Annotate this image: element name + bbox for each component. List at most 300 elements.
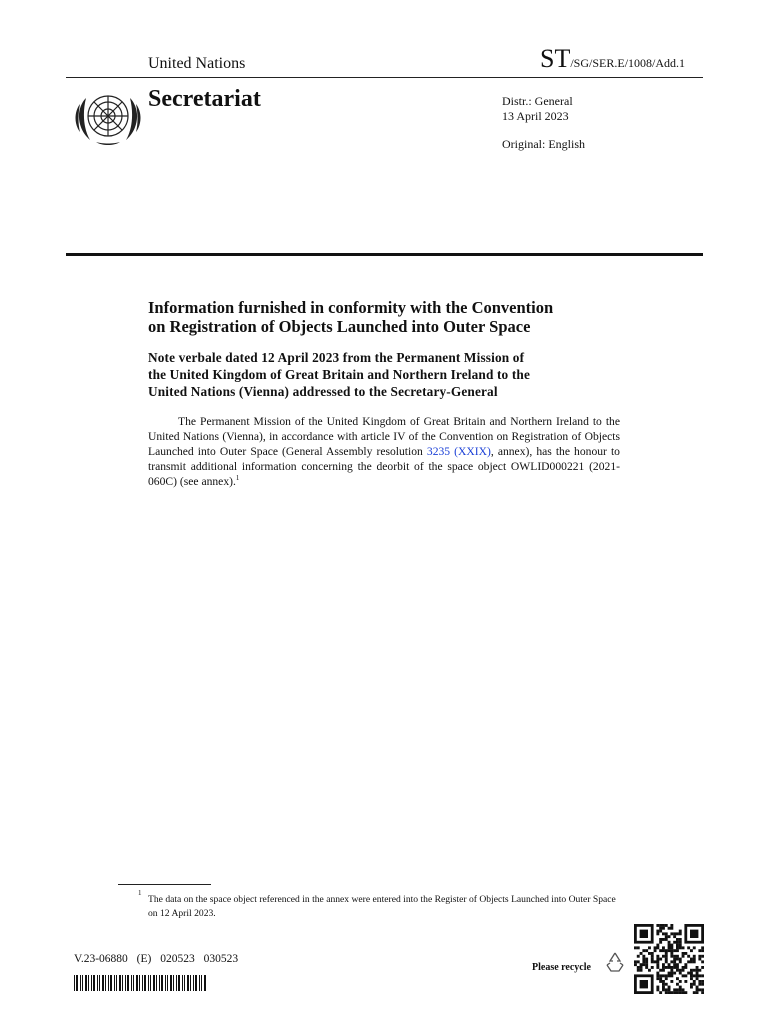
qr-module xyxy=(684,991,687,994)
qr-module xyxy=(696,974,699,977)
qr-module xyxy=(701,991,704,994)
footnote-text: The data on the space object referenced in the annex were entered into the Register of Objects Launched into Outer Space on 12 April 2023. xyxy=(148,894,616,919)
qr-module xyxy=(701,966,704,969)
body-paragraph xyxy=(148,414,620,489)
barcode-bar xyxy=(173,975,174,991)
thick-divider xyxy=(66,253,703,256)
qr-module xyxy=(673,960,676,963)
qr-module xyxy=(656,986,659,989)
qr-module xyxy=(659,974,662,977)
barcode-bar xyxy=(105,975,106,991)
barcode-bar xyxy=(144,975,146,991)
qr-module xyxy=(676,958,679,961)
qr-module xyxy=(656,930,659,933)
barcode-bar xyxy=(116,975,117,991)
barcode-bar xyxy=(165,975,166,991)
qr-module xyxy=(696,977,699,980)
qr-module xyxy=(670,946,673,949)
qr-module xyxy=(668,963,671,966)
qr-module xyxy=(687,960,690,963)
barcode-bar xyxy=(178,975,180,991)
qr-module xyxy=(668,974,671,977)
body-text-part: , annex), has the honour to transmit additional information concerning the deorbit of the space object OWLID000221 (2021-060C) (see annex). xyxy=(148,445,620,488)
title-line: on Registration of Objects Launched into Outer Space xyxy=(148,317,531,336)
qr-module xyxy=(654,960,657,963)
barcode-bar xyxy=(150,975,151,991)
qr-module xyxy=(676,966,679,969)
qr-module xyxy=(670,932,673,935)
barcode-bar xyxy=(80,975,81,991)
qr-module xyxy=(654,949,657,952)
qr-module xyxy=(679,944,682,947)
qr-module xyxy=(659,980,662,983)
qr-module xyxy=(637,966,640,969)
qr-module xyxy=(690,974,693,977)
footnote-reference[interactable]: 1 xyxy=(235,474,240,483)
qr-module xyxy=(693,980,696,983)
qr-module xyxy=(659,991,662,994)
qr-module xyxy=(701,983,704,986)
qr-module xyxy=(698,988,701,991)
qr-module xyxy=(662,949,665,952)
subtitle-line: United Nations (Vienna) addressed to the Secretary-General xyxy=(148,384,498,399)
qr-module xyxy=(665,935,668,938)
qr-module xyxy=(696,986,699,989)
qr-module xyxy=(656,946,659,949)
qr-module xyxy=(668,944,671,947)
barcode-bar xyxy=(102,975,104,991)
qr-module xyxy=(651,958,654,961)
qr-module xyxy=(687,946,690,949)
qr-module xyxy=(642,949,645,952)
barcode-bar xyxy=(201,975,202,991)
document-subtitle xyxy=(148,349,628,400)
qr-module xyxy=(679,958,682,961)
qr-module xyxy=(634,963,637,966)
qr-module xyxy=(659,941,662,944)
qr-module xyxy=(651,960,654,963)
barcode-bar xyxy=(195,975,197,991)
barcode-bar xyxy=(182,975,183,991)
qr-module xyxy=(662,927,665,930)
qr-module xyxy=(670,969,673,972)
barcode-bar xyxy=(199,975,200,991)
qr-module xyxy=(673,966,676,969)
qr-module xyxy=(640,952,643,955)
barcode-bar xyxy=(108,975,109,991)
qr-module xyxy=(684,952,687,955)
qr-module xyxy=(673,958,676,961)
original-language: Original: English xyxy=(502,137,585,151)
qr-module xyxy=(679,969,682,972)
qr-module xyxy=(693,974,696,977)
qr-module xyxy=(659,938,662,941)
qr-module xyxy=(642,960,645,963)
qr-module xyxy=(665,966,668,969)
qr-code-icon xyxy=(634,924,704,994)
qr-module xyxy=(665,960,668,963)
barcode-bar xyxy=(119,975,121,991)
qr-module xyxy=(698,969,701,972)
qr-module xyxy=(656,958,659,961)
qr-module xyxy=(670,949,673,952)
qr-module xyxy=(701,955,704,958)
qr-module xyxy=(665,955,668,958)
qr-module xyxy=(656,977,659,980)
qr-module xyxy=(656,972,659,975)
qr-module xyxy=(679,980,682,983)
qr-module xyxy=(662,924,665,927)
qr-module xyxy=(701,949,704,952)
qr-module xyxy=(645,963,648,966)
barcode-bar xyxy=(148,975,149,991)
barcode-bar xyxy=(82,975,83,991)
issue-date: 13 April 2023 xyxy=(502,109,569,123)
qr-module xyxy=(676,983,679,986)
qr-module xyxy=(673,949,676,952)
qr-module xyxy=(693,991,696,994)
qr-module xyxy=(665,938,668,941)
qr-module xyxy=(659,949,662,952)
qr-module xyxy=(665,977,668,980)
qr-module xyxy=(656,963,659,966)
qr-module xyxy=(640,966,643,969)
barcode-bar xyxy=(76,975,78,991)
qr-module xyxy=(676,988,679,991)
barcode-bar xyxy=(161,975,163,991)
qr-module xyxy=(648,952,651,955)
qr-module xyxy=(693,969,696,972)
qr-module xyxy=(679,972,682,975)
qr-module xyxy=(693,983,696,986)
qr-module xyxy=(665,974,668,977)
qr-module xyxy=(668,949,671,952)
un-emblem-icon xyxy=(70,86,146,150)
document-title xyxy=(148,298,618,336)
qr-module xyxy=(670,955,673,958)
qr-module xyxy=(665,988,668,991)
footnote-rule xyxy=(118,884,211,885)
qr-module xyxy=(651,966,654,969)
qr-module xyxy=(673,941,676,944)
qr-module xyxy=(693,946,696,949)
qr-module xyxy=(662,946,665,949)
header-rule xyxy=(66,77,703,78)
qr-module xyxy=(693,958,696,961)
barcode-bar xyxy=(88,975,89,991)
qr-module xyxy=(662,969,665,972)
qr-module xyxy=(676,932,679,935)
qr-module xyxy=(698,958,701,961)
qr-module xyxy=(682,991,685,994)
qr-module xyxy=(679,991,682,994)
qr-module xyxy=(668,941,671,944)
qr-module xyxy=(676,977,679,980)
qr-module xyxy=(662,963,665,966)
barcode-bar xyxy=(184,975,185,991)
qr-module xyxy=(668,972,671,975)
qr-module xyxy=(696,972,699,975)
barcode-bar xyxy=(131,975,132,991)
qr-module xyxy=(659,924,662,927)
qr-module xyxy=(673,955,676,958)
qr-finder xyxy=(640,980,648,988)
qr-module xyxy=(670,924,673,927)
qr-module xyxy=(662,932,665,935)
barcode-bar xyxy=(97,975,98,991)
qr-module xyxy=(659,969,662,972)
qr-module xyxy=(659,958,662,961)
qr-module xyxy=(651,952,654,955)
barcode-icon xyxy=(74,975,206,991)
qr-module xyxy=(668,966,671,969)
qr-module xyxy=(679,988,682,991)
qr-module xyxy=(679,960,682,963)
body-text-part: The Permanent Mission of the United Kingdom of Great Britain and Northern Ireland to the United Nations (Vienna), in accordance with article IV of the Convention on Registration of Objects Launched into Outer Space (General Assembly resolution xyxy=(148,415,620,458)
distribution-block xyxy=(502,94,573,124)
qr-module xyxy=(676,963,679,966)
qr-module xyxy=(670,980,673,983)
subtitle-line: the United Kingdom of Great Britain and Northern Ireland to the xyxy=(148,367,531,382)
barcode-bar xyxy=(125,975,126,991)
qr-module xyxy=(687,972,690,975)
qr-module xyxy=(679,932,682,935)
qr-module xyxy=(656,955,659,958)
qr-module xyxy=(696,969,699,972)
barcode-bar xyxy=(156,975,157,991)
qr-module xyxy=(670,966,673,969)
qr-module xyxy=(673,972,676,975)
qr-module xyxy=(676,941,679,944)
qr-module xyxy=(670,927,673,930)
qr-finder xyxy=(690,930,698,938)
qr-module xyxy=(645,958,648,961)
qr-finder xyxy=(640,930,648,938)
organ-name: Secretariat xyxy=(148,86,261,112)
qr-module xyxy=(693,960,696,963)
qr-module xyxy=(698,949,701,952)
qr-module xyxy=(665,983,668,986)
qr-module xyxy=(690,983,693,986)
footnote: $^1$The data on the space object referenced in the annex were entered into the Register of Objects Launched into Outer Space on 12 April 2023. xyxy=(138,893,618,921)
qr-module xyxy=(679,938,682,941)
qr-module xyxy=(656,974,659,977)
qr-module xyxy=(662,955,665,958)
barcode-bar xyxy=(153,975,155,991)
qr-module xyxy=(662,974,665,977)
qr-module xyxy=(690,969,693,972)
qr-module xyxy=(648,946,651,949)
qr-module xyxy=(682,974,685,977)
qr-module xyxy=(684,974,687,977)
qr-module xyxy=(637,946,640,949)
qr-module xyxy=(673,932,676,935)
qr-module xyxy=(651,955,654,958)
barcode-bar xyxy=(159,975,160,991)
qr-module xyxy=(701,946,704,949)
recycle-icon xyxy=(603,950,627,974)
qr-module xyxy=(642,958,645,961)
qr-module xyxy=(659,977,662,980)
qr-module xyxy=(665,932,668,935)
qr-module xyxy=(662,938,665,941)
qr-module xyxy=(696,966,699,969)
footer-date: 030523 xyxy=(203,953,239,965)
barcode-bar xyxy=(204,975,206,991)
qr-module xyxy=(682,952,685,955)
qr-module xyxy=(634,960,637,963)
qr-module xyxy=(637,969,640,972)
qr-module xyxy=(662,986,665,989)
qr-module xyxy=(679,930,682,933)
qr-module xyxy=(682,969,685,972)
qr-module xyxy=(690,960,693,963)
qr-module xyxy=(659,927,662,930)
qr-module xyxy=(682,966,685,969)
recycle-label: Please recycle xyxy=(532,962,591,973)
qr-module xyxy=(676,946,679,949)
qr-module xyxy=(684,980,687,983)
qr-module xyxy=(656,924,659,927)
qr-module xyxy=(665,949,668,952)
barcode-bar xyxy=(170,975,172,991)
qr-module xyxy=(676,944,679,947)
footer-date: 020523 xyxy=(160,953,195,965)
qr-module xyxy=(668,946,671,949)
barcode-bar xyxy=(114,975,115,991)
qr-module xyxy=(640,963,643,966)
qr-module xyxy=(668,935,671,938)
qr-module xyxy=(679,941,682,944)
qr-module xyxy=(670,944,673,947)
qr-module xyxy=(659,930,662,933)
qr-module xyxy=(662,988,665,991)
qr-module xyxy=(642,955,645,958)
qr-module xyxy=(698,980,701,983)
qr-module xyxy=(687,955,690,958)
qr-module xyxy=(696,991,699,994)
qr-module xyxy=(662,983,665,986)
qr-module xyxy=(690,986,693,989)
job-number: V.23-06880 (E) xyxy=(74,953,152,965)
qr-module xyxy=(637,955,640,958)
barcode-bar xyxy=(190,975,191,991)
qr-module xyxy=(665,958,668,961)
barcode-bar xyxy=(91,975,92,991)
job-number-line xyxy=(74,953,238,965)
qr-module xyxy=(670,991,673,994)
qr-module xyxy=(668,986,671,989)
qr-module xyxy=(656,944,659,947)
qr-module xyxy=(656,960,659,963)
qr-module xyxy=(656,966,659,969)
document-symbol xyxy=(540,44,685,74)
qr-module xyxy=(670,960,673,963)
qr-module xyxy=(676,955,679,958)
qr-module xyxy=(698,974,701,977)
qr-module xyxy=(645,960,648,963)
barcode-bar xyxy=(127,975,129,991)
qr-module xyxy=(665,952,668,955)
qr-module xyxy=(642,963,645,966)
qr-module xyxy=(698,983,701,986)
qr-module xyxy=(673,988,676,991)
barcode-bar xyxy=(176,975,177,991)
barcode-bar xyxy=(93,975,95,991)
qr-module xyxy=(662,966,665,969)
qr-module xyxy=(662,980,665,983)
qr-module xyxy=(648,969,651,972)
qr-module xyxy=(682,988,685,991)
barcode-bar xyxy=(187,975,189,991)
barcode-bar xyxy=(139,975,140,991)
qr-module xyxy=(676,991,679,994)
qr-module xyxy=(668,991,671,994)
qr-module xyxy=(676,969,679,972)
subtitle-line: Note verbale dated 12 April 2023 from the Permanent Mission of xyxy=(148,350,525,365)
qr-module xyxy=(673,935,676,938)
barcode-bar xyxy=(74,975,75,991)
qr-module xyxy=(676,949,679,952)
qr-module xyxy=(665,924,668,927)
qr-module xyxy=(637,960,640,963)
qr-module xyxy=(665,991,668,994)
barcode-bar xyxy=(142,975,143,991)
qr-module xyxy=(676,938,679,941)
qr-module xyxy=(698,955,701,958)
qr-module xyxy=(634,946,637,949)
qr-module xyxy=(656,932,659,935)
qr-module xyxy=(640,969,643,972)
qr-module xyxy=(654,946,657,949)
qr-module xyxy=(696,988,699,991)
qr-module xyxy=(670,972,673,975)
barcode-bar xyxy=(122,975,123,991)
qr-module xyxy=(690,972,693,975)
qr-module xyxy=(690,949,693,952)
title-line: Information furnished in conformity with the Convention xyxy=(148,298,554,317)
qr-module xyxy=(690,977,693,980)
qr-module xyxy=(668,927,671,930)
qr-module xyxy=(670,952,673,955)
qr-module xyxy=(673,963,676,966)
barcode-bar xyxy=(99,975,100,991)
qr-module xyxy=(679,946,682,949)
qr-module xyxy=(682,946,685,949)
qr-module xyxy=(668,988,671,991)
qr-module xyxy=(679,986,682,989)
qr-module xyxy=(673,991,676,994)
qr-module xyxy=(701,974,704,977)
qr-module xyxy=(670,974,673,977)
barcode-bar xyxy=(193,975,194,991)
distribution-line: Distr.: General xyxy=(502,94,573,108)
qr-module xyxy=(656,988,659,991)
qr-module xyxy=(701,960,704,963)
barcode-bar xyxy=(136,975,138,991)
symbol-prefix: ST xyxy=(540,44,571,73)
qr-module xyxy=(690,958,693,961)
barcode-bar xyxy=(167,975,168,991)
qr-module xyxy=(701,980,704,983)
symbol-rest: /SG/SER.E/1008/Add.1 xyxy=(570,56,686,70)
qr-module xyxy=(645,949,648,952)
barcode-bar xyxy=(133,975,134,991)
resolution-link[interactable]: 3235 (XXIX) xyxy=(426,445,491,458)
organization-name: United Nations xyxy=(148,55,246,72)
qr-module xyxy=(682,955,685,958)
qr-module xyxy=(645,966,648,969)
